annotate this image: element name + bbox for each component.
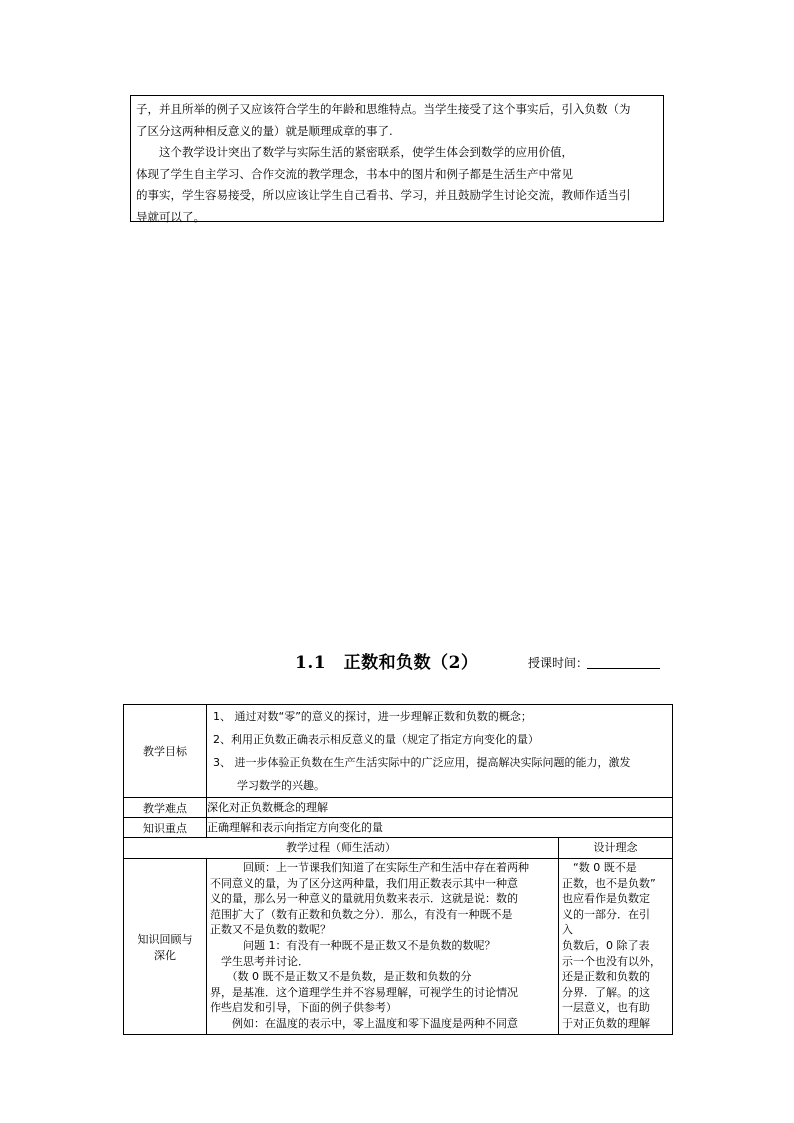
idea-line: 负数后，0 除了表	[562, 938, 650, 952]
idea-line: 分界．了解。的这	[562, 985, 650, 999]
idea-line: 义的一部分．在引	[562, 907, 650, 921]
idea-line: 于对正负数的理解	[562, 1016, 650, 1030]
process-line: 义的量，那么另一种意义的量就用负数来表示．这就是说：数的	[210, 892, 518, 906]
top-text-line: 了区分这两种相反意义的量）就是顺理成章的事了.	[136, 123, 393, 138]
process-line: （数 0 既不是正数又不是负数，是正数和负数的分	[210, 970, 472, 984]
objective-item: 3、 进一步体验正负数在生产生活实际中的广泛应用，提高解决实际问题的能力，激发	[213, 756, 631, 769]
section-label-line: 深化	[154, 948, 176, 962]
process-line: 正数又不是负数的数呢？	[210, 923, 331, 937]
keypoint-row	[124, 818, 673, 838]
lesson-time-label: 授课时间：	[528, 656, 589, 670]
objectives-label: 教学目标	[124, 705, 207, 798]
objectives-row	[124, 705, 673, 798]
idea-line: “数 0 既不是	[562, 861, 637, 874]
top-text-box	[130, 95, 664, 222]
lesson-time-blank	[587, 668, 660, 669]
idea-line: 一层意义，也有助	[562, 1001, 650, 1015]
section-label-line: 知识回顾与	[137, 932, 193, 946]
top-text-line: 的事实，学生容易接受，所以应该让学生自己看书、学习，并且鼓励学生讨论交流，教师作适当引	[136, 188, 631, 202]
difficulty-label: 教学难点	[124, 798, 207, 818]
idea-line: 入	[562, 923, 573, 937]
process-line: 问题 1：有没有一种既不是正数又不是负数的数呢？	[210, 938, 496, 952]
process-line: 回顾：上一节课我们知道了在实际生产和生活中存在着两种	[210, 861, 529, 874]
lesson-plan-table	[123, 704, 673, 1035]
process-line: 界，是基准．这个道理学生并不容易理解，可视学生的讨论情况	[210, 985, 518, 999]
process-header-row	[124, 838, 673, 859]
top-text-line: 导就可以了。	[136, 209, 205, 224]
keypoint-content: 正确理解和表示向指定方向变化的量	[207, 818, 673, 838]
process-line: 例如：在温度的表示中，零上温度和零下温度是两种不同意	[210, 1016, 518, 1030]
process-content	[207, 859, 559, 1035]
objective-item: 2、利用正负数正确表示相反意义的量（规定了指定方向变化的量）	[213, 733, 539, 746]
process-line: 学生思考并讨论．	[210, 954, 309, 968]
process-line: 作些启发和引导，下面的例子供参考）	[210, 1001, 397, 1015]
idea-line: 示一个也没有以外，	[562, 954, 661, 968]
top-text-line: 这个教学设计突出了数学与实际生活的紧密联系，使学生体会到数学的应用价值，	[136, 145, 573, 159]
difficulty-content: 深化对正负数概念的理解	[207, 798, 673, 818]
lesson-header	[0, 648, 794, 678]
idea-line: 也应看作是负数定	[562, 892, 650, 906]
idea-content	[559, 859, 673, 1035]
process-header: 教学过程（师生活动）	[124, 838, 559, 859]
objective-item: 学习数学的兴趣。	[237, 779, 325, 792]
idea-line: 正数，也不是负数”	[562, 876, 656, 890]
section-label	[124, 859, 207, 1035]
process-line: 范围扩大了（数有正数和负数之分）．那么，有没有一种既不是	[210, 907, 513, 921]
idea-line: 还是正数和负数的	[562, 970, 650, 984]
process-line: 不同意义的量，为了区分这两种量，我们用正数表示其中一种意	[210, 876, 518, 890]
objectives-content	[207, 705, 673, 798]
top-text-line: 体现了学生自主学习、合作交流的教学理念，书本中的图片和例子都是生活生产中常见	[136, 166, 573, 181]
idea-header: 设计理念	[559, 838, 673, 859]
review-row	[124, 859, 673, 1035]
keypoint-label: 知识重点	[124, 818, 207, 838]
lesson-title: 1.1 正数和负数（2）	[295, 653, 479, 673]
difficulty-row	[124, 798, 673, 818]
objective-item: 1、 通过对数“零”的意义的探讨，进一步理解正数和负数的概念；	[213, 710, 532, 723]
top-text-line: 子，并且所举的例子又应该符合学生的年龄和思维特点。当学生接受了这个事实后，引入负数（为	[136, 102, 631, 116]
